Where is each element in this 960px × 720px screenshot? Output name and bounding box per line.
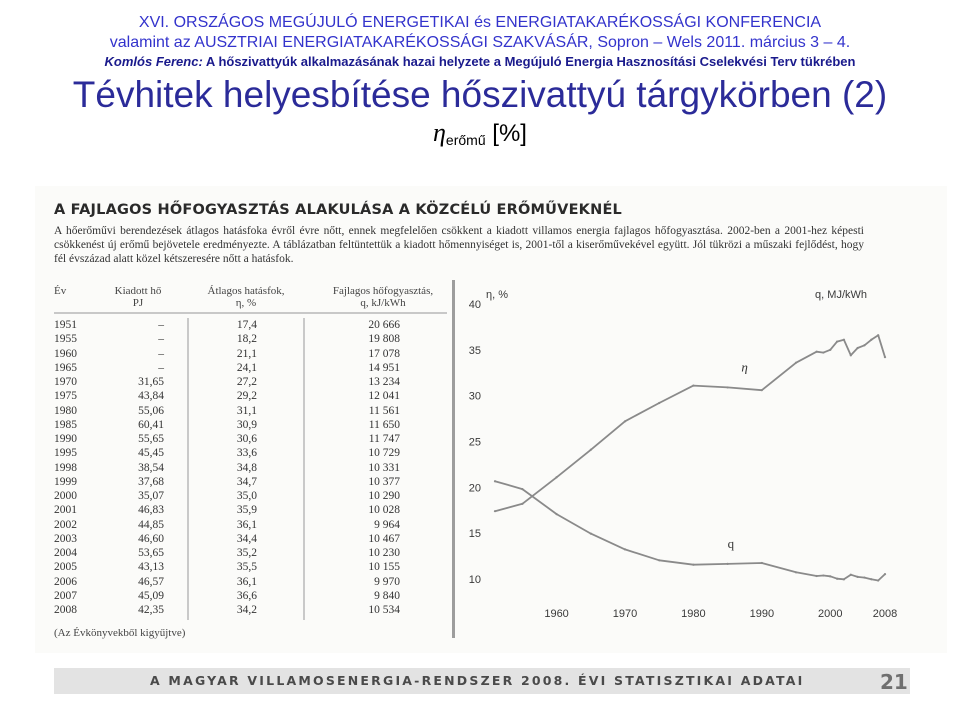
table-cell-year: 1965 xyxy=(54,361,77,374)
table-cell-pj: 43,84 xyxy=(138,390,164,403)
x-tick-label: 1990 xyxy=(749,608,775,620)
table-cell-year: 1951 xyxy=(54,319,77,331)
table-cell-year: 2000 xyxy=(54,490,77,502)
y-tick-label: 10 xyxy=(468,574,481,586)
data-point-q xyxy=(850,574,852,576)
data-point-q xyxy=(494,480,496,482)
column-divider xyxy=(187,318,189,620)
table-cell-year: 1980 xyxy=(54,404,77,417)
data-point-η xyxy=(555,476,557,478)
table-cell-pj: 45,09 xyxy=(138,589,164,602)
data-point-η xyxy=(624,420,626,422)
table-cell-pj: 53,65 xyxy=(138,547,164,559)
table-cell-eta: 27,2 xyxy=(236,376,257,388)
x-tick-label: 2000 xyxy=(818,608,843,620)
data-point-q xyxy=(877,579,879,581)
column-divider xyxy=(303,318,305,620)
x-tick-label: 1970 xyxy=(612,608,638,620)
presentation-title: A hőszivattyúk alkalmazásának hazai helyzete a Megújuló Energia Hasznosítási Cselekvési Terv tükrében xyxy=(205,54,856,69)
table-cell-q: 10 155 xyxy=(368,561,400,574)
header-pj-line1: Kiadott hő xyxy=(114,285,162,297)
efficiency-heatrate-chart xyxy=(455,282,905,627)
table-cell-year: 2003 xyxy=(54,532,77,545)
table-cell-pj: 60,41 xyxy=(138,418,164,431)
scan-heading: A FAJLAGOS HŐFOGYASZTÁS ALAKULÁSA A KÖZCÉLÚ ERŐMŰVEKNÉL xyxy=(54,202,622,218)
table-cell-q: 13 234 xyxy=(368,376,400,388)
header-eta-line1: Átlagos hatásfok, xyxy=(207,285,285,297)
table-cell-year: 1955 xyxy=(54,333,77,346)
right-axis-label: q, MJ/kWh xyxy=(815,289,867,301)
table-cell-pj: 37,68 xyxy=(138,475,164,488)
table-cell-q: 10 028 xyxy=(368,504,400,517)
header-pj-line2: PJ xyxy=(132,297,144,309)
data-point-q xyxy=(761,562,763,564)
header-year: Év xyxy=(54,285,67,297)
table-cell-year: 1995 xyxy=(54,447,77,460)
data-point-q xyxy=(836,578,838,580)
data-point-q xyxy=(727,563,729,565)
data-point-η xyxy=(521,503,523,505)
table-cell-eta: 35,2 xyxy=(236,547,257,559)
table-cell-eta: 34,2 xyxy=(236,604,257,616)
table-cell-pj: 35,07 xyxy=(138,490,164,502)
data-point-η xyxy=(590,449,592,451)
table-cell-year: 2004 xyxy=(54,547,77,559)
table-cell-q: 10 230 xyxy=(368,547,400,559)
table-cell-pj: 45,45 xyxy=(138,447,164,460)
data-point-q xyxy=(863,576,865,578)
data-point-q xyxy=(829,575,831,577)
table-cell-eta: 36,6 xyxy=(236,589,257,602)
data-point-η xyxy=(857,347,859,349)
table-cell-pj: 44,85 xyxy=(138,518,164,531)
table-cell-q: 17 078 xyxy=(368,347,400,360)
header-eta-line2: η, % xyxy=(235,297,257,309)
data-point-η xyxy=(884,356,886,358)
table-cell-year: 1960 xyxy=(54,347,77,360)
data-point-η xyxy=(870,339,872,341)
table-cell-pj: 55,06 xyxy=(138,404,164,417)
table-cell-year: 2006 xyxy=(54,575,77,588)
table-cell-q: 9 840 xyxy=(374,589,400,602)
table-cell-pj: 42,35 xyxy=(138,604,164,616)
data-point-q xyxy=(624,548,626,550)
table-cell-eta: 31,1 xyxy=(236,404,257,417)
data-point-η xyxy=(843,339,845,341)
y-tick-label: 35 xyxy=(468,344,481,357)
table-cell-year: 2008 xyxy=(54,604,77,616)
header-q xyxy=(324,285,442,309)
table-cell-pj: 46,60 xyxy=(138,532,164,545)
author: Komlós Ferenc: xyxy=(104,54,203,69)
table-cell-q: 11 650 xyxy=(368,418,400,431)
table-cell-year: 1975 xyxy=(54,390,77,403)
table-cell-pj: – xyxy=(158,347,164,360)
scan-source-note: (Az Évkönyvekből kigyűjtve) xyxy=(54,627,186,639)
table-cell-q: 11 561 xyxy=(368,404,400,417)
data-point-η xyxy=(877,334,879,336)
table-cell-q: 10 377 xyxy=(368,475,400,488)
table-cell-q: 14 951 xyxy=(368,361,400,374)
scan-footer: A MAGYAR VILLAMOSENERGIA-RENDSZER 2008. ÉVI STATISZTIKAI ADATAI xyxy=(150,673,805,688)
series-line-q xyxy=(495,481,885,580)
year-column xyxy=(54,318,94,617)
data-point-q xyxy=(843,578,845,580)
table-cell-pj: 43,13 xyxy=(138,561,164,574)
data-point-η xyxy=(829,349,831,351)
header-eta xyxy=(200,285,292,309)
table-cell-pj: – xyxy=(158,333,164,346)
table-cell-eta: 36,1 xyxy=(236,518,257,531)
conference-title: XVI. ORSZÁGOS MEGÚJULÓ ENERGETIKAI és ENERGIATAKARÉKOSSÁGI KONFERENCIA xyxy=(138,14,822,31)
table-header-rule xyxy=(54,312,447,314)
table-cell-q: 10 729 xyxy=(368,447,400,460)
data-point-q xyxy=(884,573,886,575)
scan-paragraph: A hőerőművi berendezések átlagos hatásfoka évről évre nőtt, ennek megfelelően csökkent a kiadott villamos energia fajlagos hőfogyasztása. 2002-ben a 2001-hez képesti csökkenést új erőmű bejövetele eredményezte. A táblázatban feltüntettük a kiadott hőmennyiséget is, 2001-től a kiserőművekével együtt. Jól tükrözi a műszaki fejlődést, hogy fél évszázad alatt közel kétszeresére nőtt a hatásfok. xyxy=(54,225,864,265)
table-cell-pj: – xyxy=(158,319,164,331)
eta-unit: [%] xyxy=(492,120,527,147)
table-cell-q: 9 970 xyxy=(374,575,400,588)
conference-venue: valamint az AUSZTRIAI ENERGIATAKARÉKOSSÁGI SZAKVÁSÁR, Sopron – Wels 2011. március 3 – 4. xyxy=(109,34,851,51)
table-cell-q: 19 808 xyxy=(368,333,400,346)
header-q-line2: q, kJ/kWh xyxy=(360,297,406,309)
data-point-η xyxy=(822,351,824,353)
data-point-η xyxy=(692,384,694,386)
table-cell-year: 1999 xyxy=(54,475,77,488)
series-label-eta: η xyxy=(741,359,748,375)
efficiency-column xyxy=(215,318,257,617)
table-cell-q: 20 666 xyxy=(368,319,400,331)
data-point-q xyxy=(590,533,592,535)
table-cell-year: 1990 xyxy=(54,433,77,445)
table-cell-eta: 34,7 xyxy=(236,475,257,488)
table-cell-q: 10 331 xyxy=(368,461,400,474)
table-cell-year: 2002 xyxy=(54,518,77,531)
table-cell-pj: 46,83 xyxy=(138,504,164,517)
data-point-q xyxy=(857,576,859,578)
y-tick-label: 40 xyxy=(468,299,481,311)
series-line-η xyxy=(495,335,885,511)
heat-output-column xyxy=(106,318,164,617)
header-q-line1: Fajlagos hőfogyasztás, xyxy=(332,285,434,297)
data-point-η xyxy=(850,354,852,356)
data-point-η xyxy=(836,340,838,342)
data-point-η xyxy=(727,386,729,388)
data-point-η xyxy=(658,402,660,404)
presentation-info xyxy=(0,54,960,69)
x-tick-label: 1980 xyxy=(681,608,706,620)
table-cell-year: 2007 xyxy=(54,589,77,602)
data-point-q xyxy=(815,575,817,577)
table-cell-eta: 35,9 xyxy=(236,504,257,517)
data-point-η xyxy=(494,510,496,512)
table-cell-eta: 36,1 xyxy=(236,575,257,588)
table-cell-q: 11 747 xyxy=(368,433,400,445)
data-point-q xyxy=(870,578,872,580)
y-tick-label: 15 xyxy=(468,528,481,541)
scan-page-number: 21 xyxy=(880,670,908,694)
data-point-η xyxy=(795,362,797,364)
table-cell-q: 10 467 xyxy=(368,532,400,545)
data-point-q xyxy=(555,513,557,515)
eta-subscript: erőmű xyxy=(445,132,486,148)
y-tick-label: 20 xyxy=(468,482,481,495)
table-cell-eta: 30,6 xyxy=(236,433,257,445)
left-axis-label: η, % xyxy=(486,289,509,301)
table-cell-eta: 24,1 xyxy=(236,361,257,374)
data-point-q xyxy=(692,564,694,566)
data-point-q xyxy=(521,488,523,490)
data-point-q xyxy=(795,571,797,573)
table-cell-eta: 34,4 xyxy=(236,532,257,545)
slide-title: Tévhitek helyesbítése hőszivattyú tárgykörben (2) xyxy=(72,74,888,115)
table-cell-year: 1970 xyxy=(54,376,77,388)
table-cell-eta: 34,8 xyxy=(236,461,257,474)
table-cell-pj: 31,65 xyxy=(138,376,164,388)
table-cell-pj: 46,57 xyxy=(138,575,164,588)
table-cell-year: 2005 xyxy=(54,561,77,574)
x-tick-label: 2008 xyxy=(872,608,898,620)
table-cell-pj: 55,65 xyxy=(138,433,164,445)
table-cell-eta: 29,2 xyxy=(236,390,257,403)
eta-symbol: η xyxy=(433,118,446,147)
header-pj xyxy=(112,285,164,309)
x-tick-label: 1960 xyxy=(544,608,569,620)
data-point-η xyxy=(761,389,763,391)
table-cell-eta: 30,9 xyxy=(236,418,257,431)
table-cell-eta: 35,0 xyxy=(236,490,257,502)
data-point-η xyxy=(863,344,865,346)
y-tick-label: 30 xyxy=(468,390,481,403)
table-cell-year: 1998 xyxy=(54,461,77,474)
series-label-q: q xyxy=(727,535,735,551)
heat-rate-column xyxy=(352,318,400,617)
table-cell-year: 1985 xyxy=(54,418,77,431)
table-cell-eta: 17,4 xyxy=(236,319,257,331)
table-cell-q: 12 041 xyxy=(368,390,400,403)
data-point-η xyxy=(815,351,817,353)
table-cell-q: 10 534 xyxy=(368,604,400,616)
table-cell-eta: 33,6 xyxy=(236,447,257,460)
table-cell-eta: 18,2 xyxy=(236,333,257,346)
slide-subtitle xyxy=(0,118,960,148)
table-cell-q: 10 290 xyxy=(368,490,400,502)
y-tick-label: 25 xyxy=(468,436,481,449)
table-cell-year: 2001 xyxy=(54,504,77,517)
table-cell-eta: 21,1 xyxy=(236,347,257,360)
table-cell-q: 9 964 xyxy=(374,518,400,531)
data-point-q xyxy=(822,574,824,576)
table-cell-pj: – xyxy=(158,361,164,374)
table-cell-eta: 35,5 xyxy=(236,561,257,574)
table-cell-pj: 38,54 xyxy=(138,461,164,474)
data-point-q xyxy=(658,559,660,561)
